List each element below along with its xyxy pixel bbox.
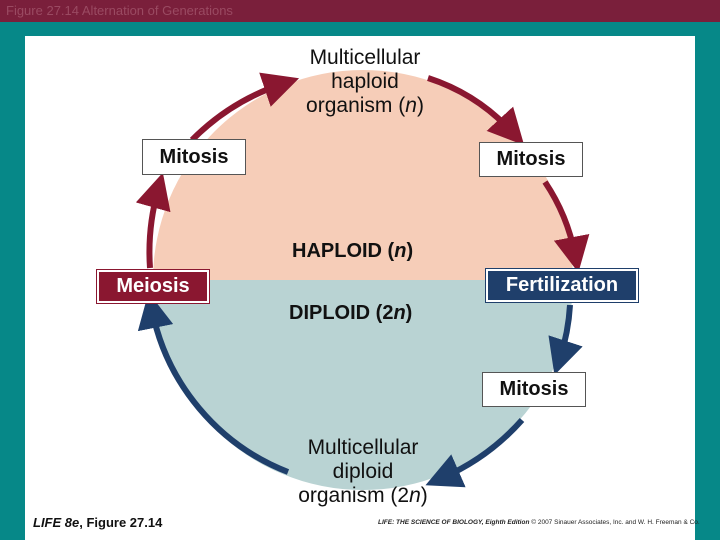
diploid-organism-line3: organism (2n) bbox=[298, 484, 428, 507]
haploid-organism-line1: Multicellular bbox=[309, 46, 421, 69]
slide-title: Figure 27.14 Alternation of Generations bbox=[6, 3, 233, 18]
meiosis-box: Meiosis bbox=[97, 270, 209, 303]
copyright-line bbox=[378, 519, 700, 526]
copyright-text: © 2007 Sinauer Associates, Inc. and W. H. Freeman & Co. bbox=[529, 519, 700, 526]
figure-number: , Figure 27.14 bbox=[79, 515, 163, 530]
fertilization-box: Fertilization bbox=[486, 269, 638, 302]
diploid-organism-line2: diploid bbox=[332, 460, 394, 483]
mitosis-top-left-box: Mitosis bbox=[142, 139, 246, 175]
mitosis-bottom-right-box: Mitosis bbox=[482, 372, 586, 407]
haploid-organism-line2: haploid bbox=[331, 70, 399, 93]
book-title: LIFE 8e bbox=[33, 515, 80, 530]
haploid-region-label: HAPLOID (n) bbox=[292, 240, 414, 262]
haploid-organism-label bbox=[285, 46, 445, 118]
diploid-region-label: DIPLOID (2n) bbox=[289, 302, 413, 324]
figure-credit bbox=[33, 515, 162, 530]
source-title: LIFE: THE SCIENCE OF BIOLOGY, Eighth Edition bbox=[378, 519, 530, 526]
diploid-organism-line1: Multicellular bbox=[307, 436, 419, 459]
haploid-organism-line3: organism (n) bbox=[306, 94, 424, 117]
diploid-organism-label bbox=[283, 436, 443, 508]
mitosis-top-right-box: Mitosis bbox=[479, 142, 583, 177]
